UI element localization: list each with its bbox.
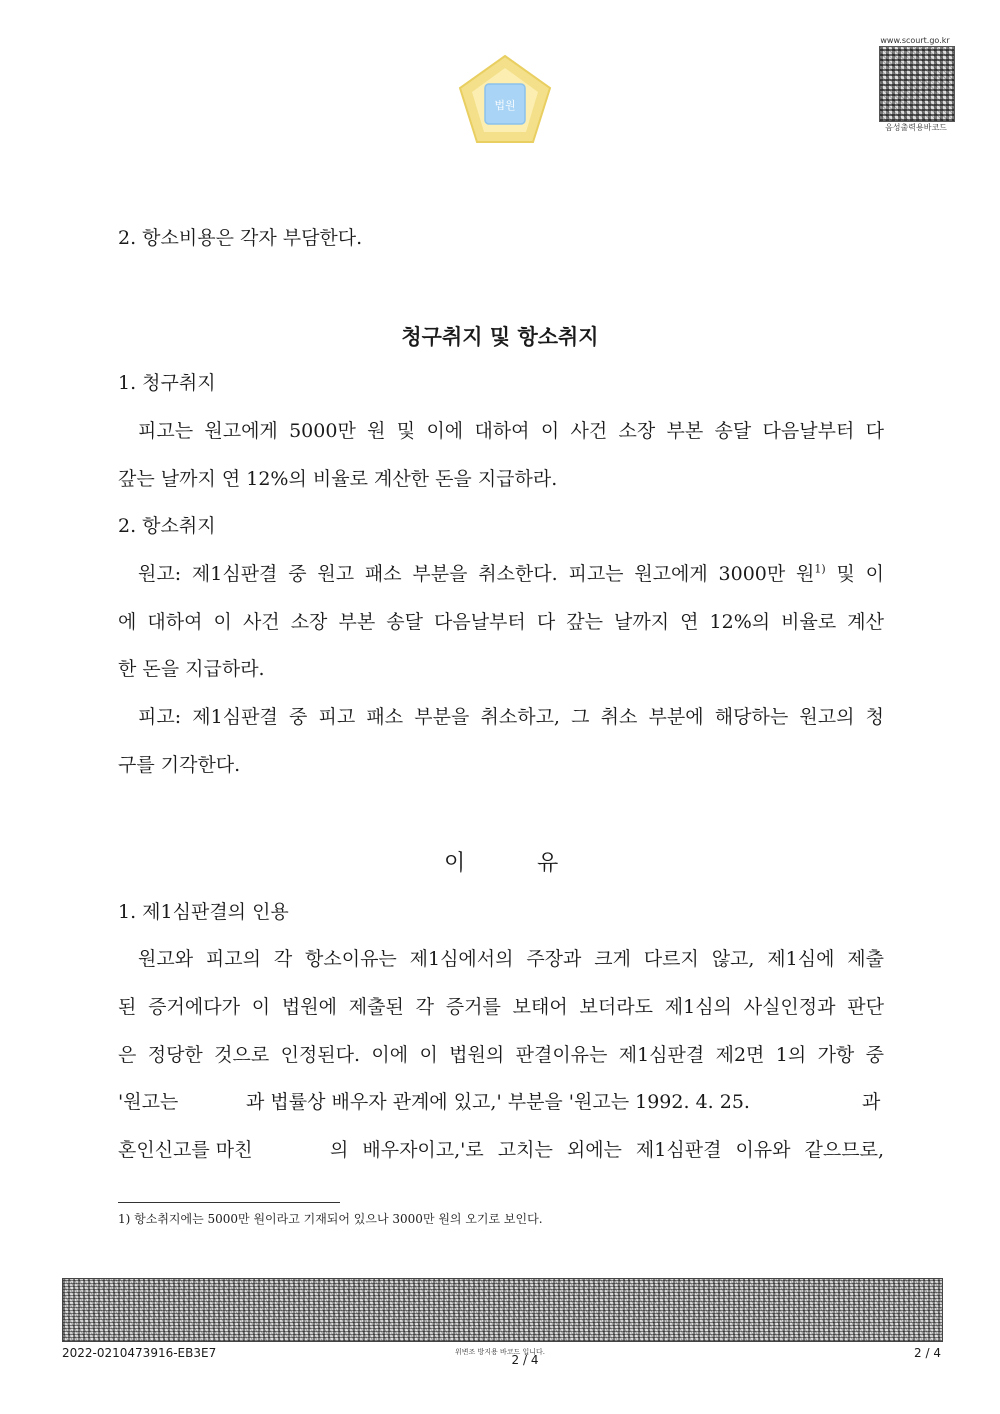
disposition-item-2: 2. 항소비용은 각자 부담한다. xyxy=(118,227,363,249)
site-url: www.scourt.go.kr xyxy=(880,36,950,45)
barcode-note: 위변조 방지용 바코드 입니다. xyxy=(454,1348,546,1356)
reason-line-3: 은 정당한 것으로 인정된다. 이에 이 법원의 판결이유는 제1심판결 제2면 1의 가항 중 xyxy=(118,1044,884,1066)
reason-heading-char-2: 유 xyxy=(537,851,559,876)
appeal-title: 2. 항소취지 xyxy=(118,515,216,537)
anti-forgery-barcode xyxy=(62,1278,943,1342)
seal-text: 법원 xyxy=(494,99,516,112)
section-heading-claims: 청구취지 및 항소취지 xyxy=(401,325,599,349)
reason-title: 1. 제1심판결의 인용 xyxy=(118,901,289,923)
appeal-plaintiff-line-3: 한 돈을 지급하라. xyxy=(118,658,265,680)
page-number-right: 2 / 4 xyxy=(914,1346,941,1360)
appeal-defendant-line-1: 피고: 제1심판결 중 피고 패소 부분을 취소하고, 그 취소 부분에 해당하는 원고의 청 xyxy=(138,706,884,728)
reason-line-4-c: 과 xyxy=(862,1091,881,1113)
appeal-plaintiff-line-1 xyxy=(138,562,884,586)
court-seal-logo xyxy=(458,54,552,146)
reason-line-4-b: 과 법률상 배우자 관계에 있고,' 부분을 '원고는 1992. 4. 25. xyxy=(246,1091,750,1113)
claim-text-line-2: 갚는 날까지 연 12%의 비율로 계산한 돈을 지급하라. xyxy=(118,468,558,490)
footnote-divider xyxy=(118,1202,340,1203)
claim-text-line-1: 피고는 원고에게 5000만 원 및 이에 대하여 이 사건 소장 부본 송달 다음날부터 다 xyxy=(138,420,884,442)
appeal-plaintiff-text-b: 및 이 xyxy=(825,563,884,585)
appeal-plaintiff-line-2: 에 대하여 이 사건 소장 부본 송달 다음날부터 다 갚는 날까지 연 12%의 비율로 계산 xyxy=(118,611,884,633)
appeal-defendant-line-2: 구를 기각한다. xyxy=(118,754,241,776)
document-id: 2022-0210473916-EB3E7 xyxy=(62,1346,217,1360)
seal-emblem-icon xyxy=(458,54,552,146)
reason-line-4-a: '원고는 xyxy=(118,1091,179,1113)
reason-heading-char-1: 이 xyxy=(444,851,466,876)
appeal-plaintiff-text-a: 원고: 제1심판결 중 원고 패소 부분을 취소한다. 피고는 원고에게 3000만 원 xyxy=(138,563,815,585)
footnote-1: 1) 항소취지에는 5000만 원이라고 기재되어 있으나 3000만 원의 오기로 보인다. xyxy=(118,1212,543,1226)
claim-title: 1. 청구취지 xyxy=(118,372,216,394)
section-heading-reasons xyxy=(0,846,1000,876)
reason-line-5-b: 의 배우자이고,'로 고치는 외에는 제1심판결 이유와 같으므로, xyxy=(330,1139,884,1161)
barcode-label: 음성출력용바코드 xyxy=(885,123,947,132)
reason-line-2: 된 증거에다가 이 법원에 제출된 각 증거를 보태어 보더라도 제1심의 사실인정과 판단 xyxy=(118,996,884,1018)
reason-line-1: 원고와 피고의 각 항소이유는 제1심에서의 주장과 크게 다르지 않고, 제1심에 제출 xyxy=(138,948,884,970)
voice-output-barcode xyxy=(879,46,955,122)
reason-line-5-a: 혼인신고를 마친 xyxy=(118,1139,253,1161)
page-number-center: 2 / 4 xyxy=(511,1353,539,1367)
footnote-ref-1: 1) xyxy=(814,562,826,576)
